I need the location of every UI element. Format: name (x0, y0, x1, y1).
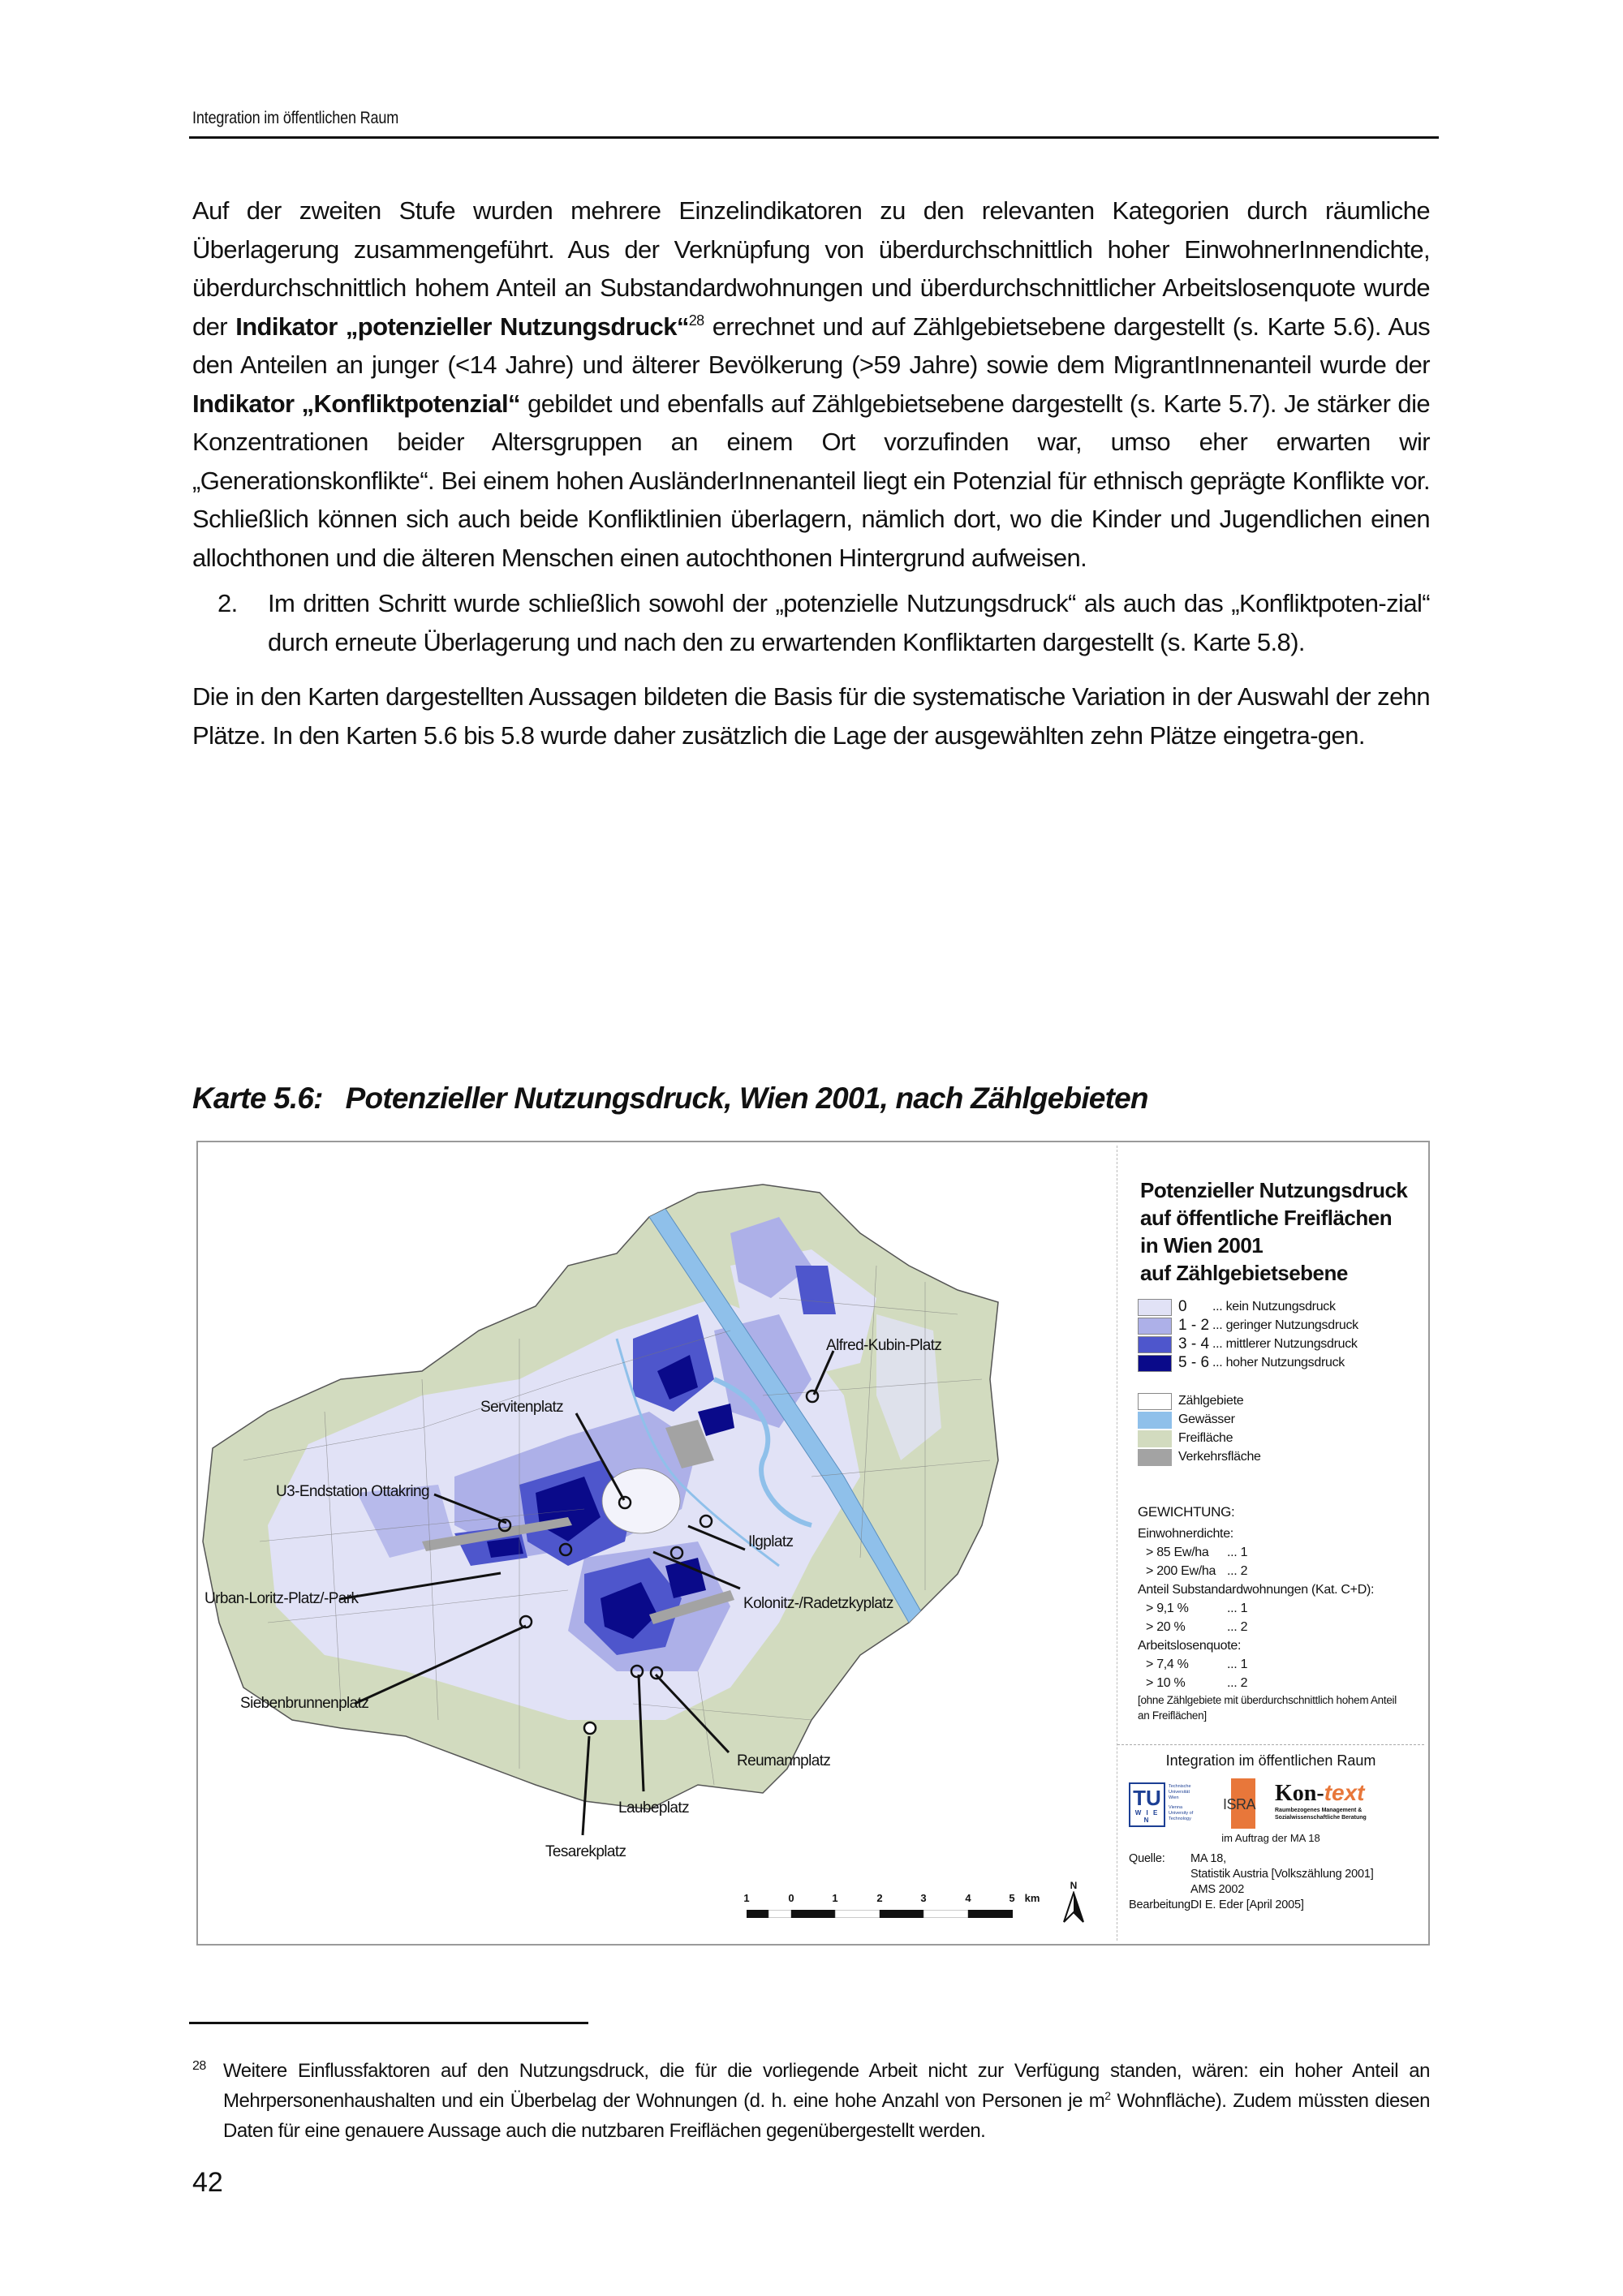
swatch-verkehrsflaeche (1138, 1449, 1172, 1466)
paragraph-1-text-c: gebildet und ebenfalls auf Zählgebietsebene dargestellt (s. Karte 5.7). Je stärker die Konzentrationen beider Altersgruppen an einem Ort vorzufinden war, umso eher erwarten wir „Generationskonflikte“. Bei einem hohen AusländerInnenanteil liegt ein Potenzial für ethnisch geprägte Konflikte vor. Schließlich können sich auch beide Konfliktlinien überlagern, nämlich dort, wo die Kinder und Jugendlichen einen allochthonen und die älteren Menschen einen autochthonen Hintergrund aufweisen. (192, 389, 1430, 572)
label-laubeplatz: Laubeplatz (618, 1799, 689, 1817)
source-line: MA 18, (1190, 1852, 1226, 1865)
north-arrow (1061, 1880, 1086, 1928)
weighting-row (1138, 1655, 1397, 1674)
scale-labels (743, 1892, 1040, 1907)
legend-divider (1117, 1744, 1424, 1745)
weighting-heading: GEWICHTUNG: (1138, 1504, 1235, 1520)
indicator-nutzungsdruck: Indikator „potenzieller Nutzungsdruck“ (235, 312, 689, 341)
tu-logo-wien: W I E N (1134, 1809, 1160, 1824)
legend-desc: ... hoher Nutzungsdruck (1212, 1356, 1345, 1369)
footnote-text (223, 2056, 1430, 2146)
legend-value: 3 - 4 (1178, 1335, 1210, 1352)
paragraph-2: Die in den Karten dargestellten Aussagen bildeten die Basis für die systematische Variation in der Auswahl der zehn Plätze. In den Karten 5.6 bis 5.8 wurde daher zusätzlich die Lage der ausgewählten zehn Plätze eingetra-gen. (192, 682, 1430, 750)
paragraph-1-text-b: errechnet und auf Zählgebietsebene dargestellt (s. Karte 5.6). Aus den Anteilen an junger (<14 Jahre) und älterer Bevölkerung (>59 Jahre) sowie dem MigrantInnenanteil wurde der (192, 312, 1430, 379)
scale-tick-label: 1 (743, 1892, 750, 1904)
legend-layer-freiflaeche (1138, 1430, 1233, 1447)
label-u3-ottakring: U3-Endstation Ottakring (276, 1483, 429, 1500)
weighting-row (1138, 1599, 1397, 1618)
legend-title-line: in Wien 2001 (1140, 1233, 1264, 1258)
tu-wien-logo (1129, 1782, 1165, 1827)
editor-label: Bearbeitung: (1129, 1898, 1194, 1911)
legend-desc: ... mittlerer Nutzungsdruck (1212, 1337, 1358, 1351)
weighting-score: ... 1 (1227, 1658, 1248, 1671)
swatch-freiflaeche (1138, 1430, 1172, 1447)
scale-unit: km (1024, 1892, 1040, 1904)
running-header: Integration im öffentlichen Raum (192, 109, 399, 127)
weighting-row (1138, 1562, 1397, 1580)
page-number: 42 (192, 2167, 223, 2198)
credits-project-title: Integration im öffentlichen Raum (1165, 1752, 1376, 1769)
map-legend (1117, 1146, 1424, 1941)
swatch-gering (1138, 1318, 1172, 1335)
legend-value: 5 - 6 (1178, 1354, 1210, 1371)
scale-tick-label: 5 (1009, 1892, 1015, 1904)
footnote-rule (189, 2022, 588, 2024)
kontext-accent: text (1324, 1780, 1365, 1805)
footnote-28 (192, 2056, 1430, 2146)
legend-class-3 (1138, 1354, 1345, 1372)
label-servitenplatz: Servitenplatz (480, 1399, 564, 1416)
label-reumannplatz: Reumannplatz (737, 1752, 831, 1769)
legend-class-1 (1138, 1317, 1358, 1335)
weighting-threshold: > 10 % (1146, 1676, 1186, 1690)
legend-title-line: Potenzieller Nutzungsdruck (1140, 1178, 1408, 1202)
source-block (1129, 1851, 1374, 1913)
weighting-threshold: > 9,1 % (1146, 1602, 1189, 1615)
kontext-main: Kon- (1275, 1781, 1324, 1806)
north-arrow-icon (1061, 1891, 1086, 1924)
figure-label: Karte 5.6: (192, 1081, 323, 1115)
label-alfred-kubin-platz: Alfred-Kubin-Platz (826, 1337, 942, 1354)
list-text: Im dritten Schritt wurde schließlich sowohl der „potenzielle Nutzungsdruck“ als auch das „Konfliktpoten-zial“ durch erneute Überlagerung und nach den zu erwartenden Konfliktarten dargestellt (s. Karte 5.8). (268, 589, 1430, 656)
footnote-ref[interactable]: 28 (688, 312, 704, 329)
legend-desc: ... kein Nutzungsdruck (1212, 1300, 1336, 1314)
legend-layer-label: Gewässer (1178, 1412, 1235, 1426)
footnote-text-a: Weitere Einflussfaktoren auf den Nutzungsdruck, die für die vorliegende Arbeit nicht zur Verfügung standen, wären: ein hoher Anteil an Mehrpersonenhaushalten und ein Überbelag der Wohnungen (d. h. eine hohe Anzahl von Personen je m (223, 2060, 1430, 2112)
swatch-zaehlgebiete (1138, 1393, 1172, 1410)
isra-logo-text: ISRA (1223, 1796, 1256, 1812)
weighting-threshold: > 7,4 % (1146, 1658, 1189, 1671)
legend-value: 0 (1178, 1298, 1187, 1315)
kontext-logo (1275, 1780, 1364, 1807)
tu-logo-text (1169, 1784, 1193, 1822)
scale-tick-label: 4 (965, 1892, 971, 1904)
legend-title-line: auf öffentliche Freiflächen (1140, 1206, 1393, 1230)
legend-layer-zaehlgebiete (1138, 1392, 1243, 1410)
weighting-threshold: > 20 % (1146, 1620, 1186, 1634)
scale-tick-label: 2 (876, 1892, 883, 1904)
label-ilgplatz: Ilgplatz (748, 1533, 794, 1550)
tu-logo-mark: TU (1133, 1786, 1161, 1810)
legend-layer-label: Freifläche (1178, 1431, 1233, 1445)
tu-text-line: Technische (1169, 1784, 1191, 1789)
legend-class-2 (1138, 1335, 1358, 1353)
figure-title: Potenzieller Nutzungsdruck, Wien 2001, nach Zählgebieten (345, 1081, 1148, 1115)
weighting-score: ... 1 (1227, 1546, 1248, 1559)
weighting-block (1138, 1503, 1397, 1723)
legend-layer-gewaesser (1138, 1411, 1235, 1429)
weighting-threshold: > 85 Ew/ha (1146, 1546, 1209, 1559)
legend-title (1140, 1176, 1407, 1287)
legend-title-line: auf Zählgebietsebene (1140, 1261, 1348, 1285)
weighting-score: ... 1 (1227, 1602, 1248, 1615)
weighting-row (1138, 1674, 1397, 1692)
tu-text-line: Technology (1169, 1817, 1191, 1821)
kontext-sub-line: Sozialwissenschaftliche Beratung (1275, 1815, 1367, 1821)
swatch-gewaesser (1138, 1412, 1172, 1429)
weighting-score: ... 2 (1227, 1676, 1248, 1690)
scale-bar (743, 1892, 1040, 1918)
commission-text: im Auftrag der MA 18 (1221, 1832, 1320, 1844)
legend-layer-label: Verkehrsfläche (1178, 1450, 1261, 1464)
source-line: AMS 2002 (1190, 1883, 1245, 1896)
source-line: Statistik Austria [Volkszählung 2001] (1190, 1868, 1374, 1881)
legend-class-0 (1138, 1298, 1336, 1316)
scale-bar-graphic (747, 1910, 1013, 1918)
footnote-text-b: Wohnfläche). Zudem müssten diesen Daten für eine genauere Aussage auch die nutzbaren Freiflächen gegenübergestellt werden. (223, 2090, 1430, 2142)
scale-tick-label: 1 (832, 1892, 838, 1904)
footnote-number: 28 (192, 2059, 206, 2073)
marker-tesarekplatz (584, 1722, 596, 1734)
paragraph-1-text-a: Auf der zweiten Stufe wurden mehrere Einzelindikatoren zu den relevanten Kategorien durch räumliche Überlagerung zusammengeführt. Aus der Verknüpfung von überdurchschnittlich hoher EinwohnerInnendichte, überdurchschnittlich hohem Anteil an Substandardwohnungen und überdurchschnittlicher Arbeitslosenquote wurde der (192, 196, 1430, 341)
swatch-mittel (1138, 1336, 1172, 1353)
legend-layer-verkehrsflaeche (1138, 1448, 1261, 1466)
label-siebenbrunnenplatz: Siebenbrunnenplatz (240, 1695, 369, 1712)
weighting-group-label: Arbeitslosenquote: (1138, 1639, 1242, 1653)
scale-tick-label: 3 (920, 1892, 927, 1904)
legend-layer-label: Zählgebiete (1178, 1394, 1244, 1408)
tu-text-line: Universität (1169, 1790, 1190, 1795)
weighting-score: ... 2 (1227, 1620, 1248, 1634)
weighting-row (1138, 1618, 1397, 1636)
label-kolonitzplatz: Kolonitz-/Radetzkyplatz (743, 1595, 893, 1612)
weighting-threshold: > 200 Ew/ha (1146, 1564, 1216, 1578)
legend-value: 1 - 2 (1178, 1317, 1210, 1334)
swatch-kein (1138, 1299, 1172, 1316)
footnote-superscript: 2 (1104, 2089, 1111, 2102)
legend-desc: ... geringer Nutzungsdruck (1212, 1318, 1358, 1332)
tu-text-line: University of (1169, 1811, 1194, 1816)
kontext-sub-line: Raumbezogenes Management & (1275, 1808, 1363, 1813)
scale-tick-label: 0 (788, 1892, 794, 1904)
weighting-group-label: Anteil Substandardwohnungen (Kat. C+D): (1138, 1583, 1375, 1597)
north-label: N (1070, 1880, 1078, 1891)
kontext-subtitle (1275, 1807, 1367, 1821)
label-urban-loritz-platz: Urban-Loritz-Platz/-Park (204, 1590, 359, 1607)
tu-text-line: Wien (1169, 1795, 1179, 1800)
list-number: 2. (217, 589, 238, 617)
indicator-konfliktpotenzial: Indikator „Konfliktpotenzial“ (192, 389, 520, 418)
swatch-hoch (1138, 1355, 1172, 1372)
source-label: Quelle: (1129, 1852, 1165, 1865)
weighting-note: [ohne Zählgebiete mit überdurchschnittlich hohem Anteil an Freiflächen] (1138, 1694, 1397, 1722)
editor-value: DI E. Eder [April 2005] (1190, 1898, 1304, 1911)
tu-text-line: Vienna (1169, 1805, 1183, 1810)
weighting-group-label: Einwohnerdichte: (1138, 1527, 1233, 1541)
weighting-row (1138, 1543, 1397, 1562)
weighting-score: ... 2 (1227, 1564, 1248, 1578)
label-tesarekplatz: Tesarekplatz (545, 1843, 626, 1860)
